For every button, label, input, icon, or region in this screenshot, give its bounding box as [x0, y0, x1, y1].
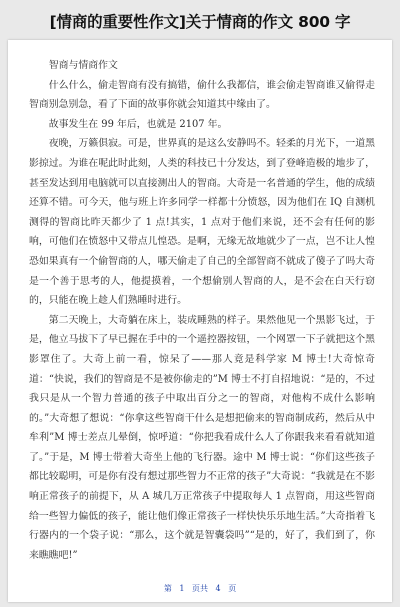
page-total: 4 — [215, 584, 221, 593]
page-current: 1 — [179, 584, 185, 593]
document-title: [情商的重要性作文]关于情商的作文 800 字 — [49, 13, 351, 31]
page-prefix: 第 — [163, 584, 172, 593]
essay-heading: 智商与情商作文 — [48, 60, 118, 71]
document-page — [8, 40, 392, 602]
page-middle: 页共 — [192, 584, 208, 593]
page-footer — [8, 583, 392, 594]
page-suffix: 页 — [228, 584, 237, 593]
document-body — [29, 56, 375, 565]
paragraph: 第二天晚上，大奇躺在床上，装成睡熟的样子。果然他见一个黑影飞过，于是，他立马拔下了早已握在手中的一个遥控器按钮，一个网罩一下子就把这个黑影罩住了。大奇上前一看，惊呆了——那人竟是科学家 M 博士!大奇惊奇道：“快说，我们的智商是不是被你偷走的”M 博士不打自招地说：“是的，不过我只是从一个智力普通的孩子中取出百分之一的智商，对他构不成什么影响的。”大奇想了想说：“你拿这些智商干什么是想把偷来的智商制成药，然后从中牟利”M 博士差点儿晕倒，惊呼道：“你把我看成什么人了你跟我来看看就知道了。”于是，M 博士带着大奇坐上他的飞行器。途中 M 博士说：“你们这些孩子都比较聪明，可是你有没有想过那些智力不正常的孩子”大奇说：“我就是在不影响正常孩子的前提下，从 A 城几万正常孩子中提取每人 1 点智商，用这些智商给一些智力偏低的孩子，能让他们像正常孩子一样快快乐乐地生活。”大奇指着飞行器内的一个袋子说：“那么，这个就是智囊袋吗”“是的，好了，我们到了，你来瞧瞧吧!” — [29, 314, 375, 561]
paragraph: 什么什么，偷走智商有没有搞错，偷什么我都信，谁会偷走智商谁又偷得走智商别急别急，看了下面的故事你就会知道其中缘由了。 — [29, 79, 375, 111]
paragraph: 夜晚，万籁俱寂。可是，世界真的是这么安静吗不。轻柔的月光下，一道黑影掠过。为谁在呢此时此刻，人类的科技已十分发达，到了登峰造极的地步了，甚至发达到用电脑就可以直接测出人的智商。大奇是一名普通的学生，他的成绩还算不错。可今天，他与班上许多同学一样都十分愤怒，因为他们在 IQ 自测机测得的智商比昨天都少了 1 点!其实，1 点对于他们来说，还不会有任何的影响，可他们在愤怒中又带点儿惶恐。是啊，无缘无故地就少了一点，岂不让人惶恐如果真有一个偷智商的人，哪天偷走了自己的全部智商不就成了傻子了吗大奇是一个善于思考的人，他提摸着，一个想偷别人智商的人，是不会在白天行窃的，只能在晚上趁人们熟睡时进行。 — [29, 138, 375, 307]
paragraph: 故事发生在 99 年后，也就是 2107 年。 — [48, 118, 228, 130]
